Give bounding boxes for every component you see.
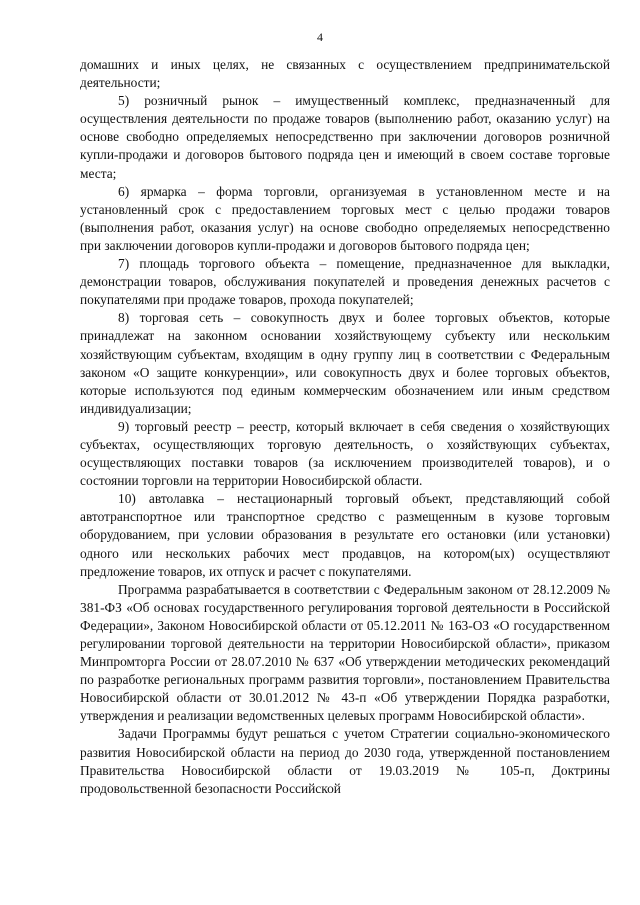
paragraph-mobile-shop: 10) автолавка – нестационарный торговый объект, представляющий собой автотранспортное или транспортное средство с размещенным в кузове торговым оборудованием, при условии образования в результате его остановки (или установки) одного или нескольких рабочих мест продавцов, на котором(ых) осуществляют предложение товаров, их отпуск и расчет с покупателями. [80, 491, 610, 579]
paragraph-continuation: домашних и иных целях, не связанных с осуществлением предпринимательской деятельности; [80, 57, 610, 91]
paragraph-program-basis: Программа разрабатывается в соответствии с Федеральным законом от 28.12.2009 № 381-ФЗ «Об основах государственного регулирования торговой деятельности в Российской Федерации», Законом Новосибирской области от 05.12.2011 № 163-ОЗ «О государственном регулировании торговой деятельности на территории Новосибирской области», приказом Минпромторга России от 28.07.2010 № 637 «Об утверждении методических рекомендаций по разработке региональных программ развития торговли», постановлением Правительства Новосибирской области от 30.01.2012 № 43-п «Об утверждении Порядка разработки, утверждения и реализации ведомственных целевых программ Новосибирской области». [80, 581, 610, 724]
page-number: 4 [317, 30, 323, 44]
paragraph-fair: 6) ярмарка – форма торговли, организуемая в установленном месте и на установленный срок с предоставлением торговых мест с целью продажи товаров (выполнения работ, оказания услуг) на основе свободно определяемых непосредственно при заключении договоров купли-продажи и договоров бытового подряда цен; [80, 183, 610, 253]
paragraph-retail-market: 5) розничный рынок – имущественный комплекс, предназначенный для осуществления деятельности по продаже товаров (выполнению работ, оказанию услуг) на основе свободно определяемых непосредственно при заключении договоров розничной купли-продажи и договоров бытового подряда цен и имеющий в своем составе торговые места; [80, 93, 610, 181]
paragraph-trade-network: 8) торговая сеть – совокупность двух и более торговых объектов, которые принадлежат на законном основании хозяйствующему субъекту или нескольким хозяйствующим субъектам, входящим в одну группу лиц в соответствии с Федеральным законом «О защите конкуренции», или совокупность двух и более торговых объектов, которые используются под единым коммерческим обозначением или иным средством индивидуализации; [80, 310, 610, 416]
paragraph-trade-register: 9) торговый реестр – реестр, который включает в себя сведения о хозяйствующих субъектах, осуществляющих торговую деятельность, о хозяйствующих субъектах, осуществляющих поставки товаров (за исключением производителей товаров), и о состоянии торговли на территории Новосибирской области. [80, 418, 610, 489]
paragraph-program-tasks: Задачи Программы будут решаться с учетом Стратегии социально-экономического развития Новосибирской области на период до 2030 года, утвержденной постановлением Правительства Новосибирской области от 19.03.2019 № 105-п, Доктрины продовольственной безопасности Российской [80, 726, 610, 796]
paragraph-trade-area: 7) площадь торгового объекта – помещение, предназначенное для выкладки, демонстрации товаров, обслуживания покупателей и проведения денежных расчетов с покупателями при продаже товаров, прохода покупателей; [80, 256, 610, 308]
document-body [80, 56, 610, 798]
